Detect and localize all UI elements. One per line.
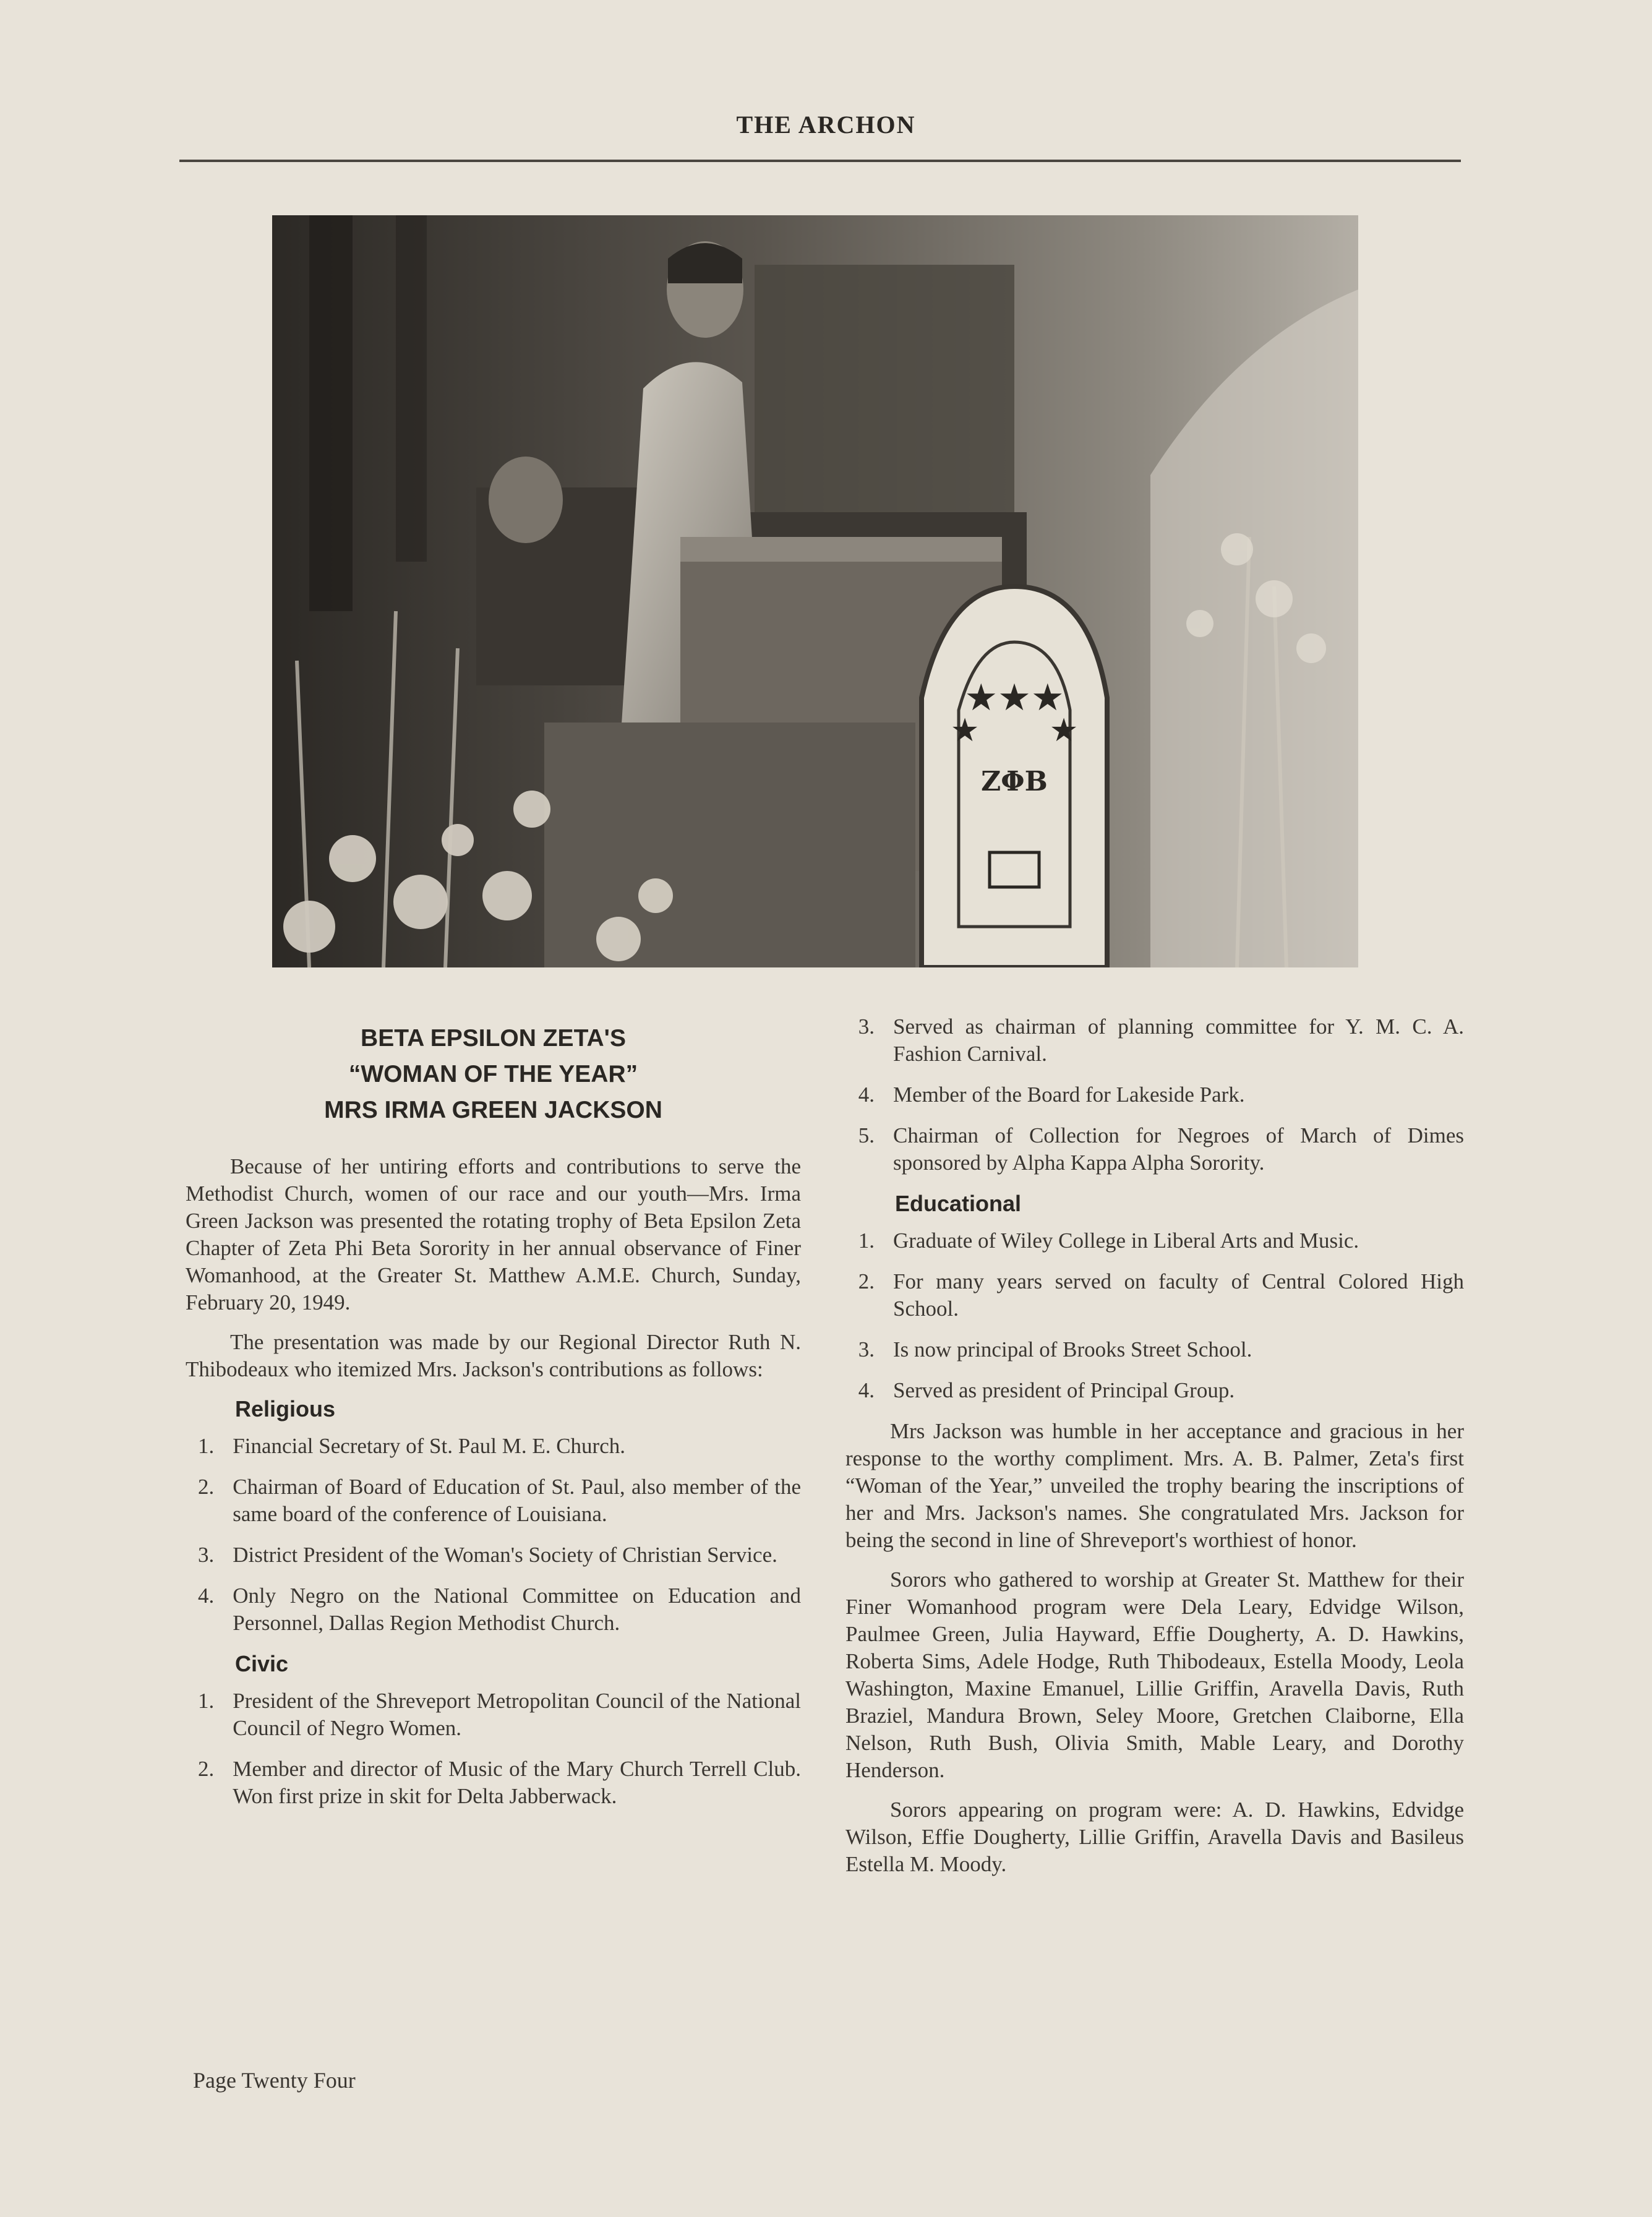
heading-line-2: “WOMAN OF THE YEAR” (348, 1061, 638, 1087)
right-column (845, 1013, 1464, 1890)
list-item: 4. Member of the Board for Lakeside Park. (858, 1083, 1245, 1107)
closing-paragraph-1: Mrs Jackson was humble in her acceptance and gracious in her response to the worthy compliment. Mrs. A. B. Palmer, Zeta's first “Woman of the Year,” unveiled the trophy bearing the inscriptions of her and Mrs. Jackson's names. She congratulated Mrs. Jackson for being the second in line of Shreveport's worthiest of honor. (845, 1419, 1464, 1552)
list-item: 1. President of the Shreveport Metropolitan Council of the National Council of Negro Women. (198, 1689, 801, 1740)
intro-paragraph-2: The presentation was made by our Regional Director Ruth N. Thibodeaux who itemized Mrs. Jackson's contributions as follows: (186, 1330, 801, 1381)
list-item: 4. Only Negro on the National Committee on Education and Personnel, Dallas Region Methodist Church. (198, 1584, 801, 1635)
list-item: 3. District President of the Woman's Society of Christian Service. (198, 1543, 777, 1567)
svg-text:★: ★ (950, 712, 980, 749)
list-item: 2. Member and director of Music of the Mary Church Terrell Club. Won first prize in skit for Delta Jabberwack. (198, 1757, 801, 1808)
running-head: THE ARCHON (736, 111, 916, 139)
civic-list (186, 1687, 801, 1810)
intro-paragraph-1: Because of her untiring efforts and contributions to serve the Methodist Church, women of our race and our youth—Mrs. Irma Green Jackson was presented the rotating trophy of Beta Epsilon Zeta Chapter of Zeta Phi Beta Sorority in her annual observance of Finer Womanhood, at the Greater St. Matthew A.M.E. Church, Sunday, February 20, 1949. (186, 1154, 801, 1314)
closing-paragraph-3: Sorors appearing on program were: A. D. Hawkins, Edvidge Wilson, Effie Dougherty, Lillie Griffin, Aravella Davis and Basileus Estella M. Moody. (845, 1798, 1464, 1876)
list-item: 5. Chairman of Collection for Negroes of March of Dimes sponsored by Alpha Kappa Alpha Sorority. (858, 1123, 1464, 1175)
list-item: 3. Is now principal of Brooks Street School. (858, 1337, 1252, 1362)
heading-line-3: MRS IRMA GREEN JACKSON (324, 1097, 662, 1123)
list-item: 1. Graduate of Wiley College in Liberal Arts and Music. (858, 1229, 1359, 1253)
event-photograph (272, 215, 1358, 967)
civic-title: Civic (235, 1651, 289, 1676)
article-heading (186, 1021, 801, 1128)
educational-title: Educational (895, 1191, 1022, 1216)
svg-text:★: ★ (1049, 712, 1079, 749)
header-rule (179, 160, 1461, 162)
left-column (186, 1021, 801, 1824)
civic-list-continued (845, 1013, 1464, 1177)
photo-illustration (272, 215, 1358, 967)
list-item: 4. Served as president of Principal Group. (858, 1378, 1235, 1402)
page-number: Page Twenty Four (193, 2068, 356, 2093)
list-item: 3. Served as chairman of planning committee for Y. M. C. A. Fashion Carnival. (858, 1014, 1464, 1066)
list-item: 2. Chairman of Board of Education of St. Paul, also member of the same board of the conference of Louisiana. (198, 1475, 801, 1526)
religious-list (186, 1433, 801, 1637)
religious-title: Religious (235, 1396, 336, 1422)
heading-line-1: BETA EPSILON ZETA'S (361, 1025, 626, 1052)
list-item: 1. Financial Secretary of St. Paul M. E. Church. (198, 1434, 625, 1458)
svg-text:★★★: ★★★ (964, 676, 1064, 719)
closing-paragraph-2: Sorors who gathered to worship at Greater St. Matthew for their Finer Womanhood program were Dela Leary, Edvidge Wilson, Paulmee Green, Julia Hayward, Effie Dougherty, A. D. Hawkins, Roberta Sims, Adele Hodge, Ruth Thibodeaux, Estella Moody, Leola Washington, Maxine Emanuel, Lillie Griffin, Aravella Davis, Ruth Braziel, Mandura Brown, Seley Moore, Gretchen Claiborne, Ella Nelson, Ruth Bush, Olivia Smith, Mable Leary, and Dorothy Henderson. (845, 1567, 1464, 1782)
shield-letters: ZΦB (981, 766, 1048, 797)
educational-list (845, 1227, 1464, 1404)
list-item: 2. For many years served on faculty of Central Colored High School. (858, 1269, 1464, 1321)
